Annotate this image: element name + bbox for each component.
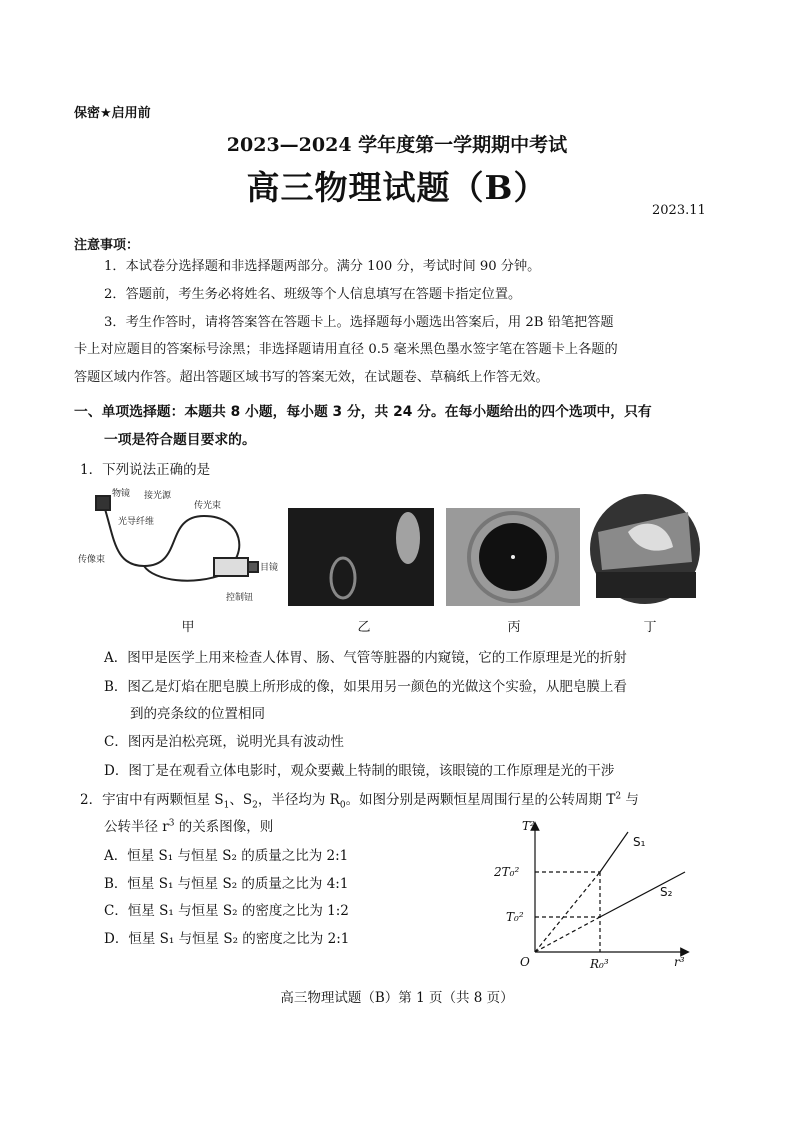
section-heading-line-1: 一、单项选择题：本题共 8 小题，每小题 3 分，共 24 分。在每小题给出的四个选项中，只有 bbox=[74, 404, 652, 420]
s2-label: S₂ bbox=[660, 885, 673, 899]
question-1-option-c: C．图丙是泊松亮斑，说明光具有波动性 bbox=[104, 734, 344, 750]
notice-item-2: 2．答题前，考生务必将姓名、班级等个人信息填写在答题卡指定位置。 bbox=[104, 287, 522, 302]
label-light-beam: 传光束 bbox=[194, 501, 222, 511]
question-1-stem: 1．下列说法正确的是 bbox=[80, 462, 211, 478]
label-light-source: 接光源 bbox=[144, 491, 172, 501]
confidential-mark: 保密★启用前 bbox=[74, 106, 151, 121]
section-heading-line-2: 一项是符合题目要求的。 bbox=[104, 432, 256, 448]
question-1-option-b-line-2: 到的亮条纹的位置相同 bbox=[130, 706, 265, 722]
y-axis-label: T² bbox=[522, 819, 535, 833]
figure-label-bing: 丙 bbox=[507, 620, 521, 635]
exam-date: 2023.11 bbox=[652, 203, 706, 218]
t2-r3-graph bbox=[490, 812, 702, 972]
tick-t0: T₀² bbox=[506, 910, 524, 924]
label-objective: 物镜 bbox=[112, 489, 131, 499]
question-2-stem-line-2: 公转半径 $r^3$ 的关系图像，则 bbox=[104, 818, 274, 835]
question-1-option-a: A．图甲是医学上用来检查人体胃、肠、气管等脏器的内窥镜，它的工作原理是光的折射 bbox=[104, 650, 627, 666]
notice-heading: 注意事项： bbox=[74, 238, 140, 253]
section-heading bbox=[74, 398, 724, 454]
figure-label-jia: 甲 bbox=[181, 620, 195, 635]
s2-extension bbox=[535, 917, 600, 952]
question-2-option-c: C．恒星 S₁ 与恒星 S₂ 的密度之比为 1:2 bbox=[104, 903, 349, 919]
page-title: 高三物理试题（B） bbox=[246, 168, 548, 207]
notice-item-3-line-2: 卡上对应题目的答案标号涂黑；非选择题请用直径 0.5 毫米黑色墨水签字笔在答题卡上各题的 bbox=[74, 342, 618, 357]
question-2-option-d: D．恒星 S₁ 与恒星 S₂ 的密度之比为 2:1 bbox=[104, 931, 350, 947]
question-2-option-a: A．恒星 S₁ 与恒星 S₂ 的质量之比为 2:1 bbox=[104, 848, 349, 864]
question-1-option-b-line-1: B．图乙是灯焰在肥皂膜上所形成的像，如果用另一颜色的光做这个实验，从肥皂膜上看 bbox=[104, 679, 627, 695]
notice-item-1: 1．本试卷分选择题和非选择题两部分。满分 100 分，考试时间 90 分钟。 bbox=[104, 259, 541, 274]
notice-item-3-line-1: 3．考生作答时，请将答案答在答题卡上。选择题每小题选出答案后，用 2B 铅笔把答题 bbox=[104, 315, 614, 330]
3d-movie-photo bbox=[588, 492, 702, 606]
label-image-beam: 传像束 bbox=[78, 555, 106, 565]
page-footer: 高三物理试题（B）第 1 页（共 8 页） bbox=[280, 990, 514, 1006]
notice-item-3-line-3: 答题区域内作答。超出答题区域书写的答案无效，在试题卷、草稿纸上作答无效。 bbox=[74, 370, 549, 385]
endoscope-figure bbox=[74, 486, 279, 606]
s1-extension bbox=[535, 872, 600, 952]
question-2-option-b: B．恒星 S₁ 与恒星 S₂ 的质量之比为 4:1 bbox=[104, 876, 349, 892]
s1-label: S₁ bbox=[633, 835, 646, 849]
label-eyepiece: 目镜 bbox=[260, 563, 279, 573]
question-1-option-d: D．图丁是在观看立体电影时，观众要戴上特制的眼镜，该眼镜的工作原理是光的干涉 bbox=[104, 763, 615, 779]
x-axis-label: r³ bbox=[674, 955, 685, 969]
figure-label-yi: 乙 bbox=[357, 620, 371, 635]
s1-line bbox=[600, 832, 628, 872]
figure-label-ding: 丁 bbox=[643, 620, 657, 635]
origin-label: O bbox=[520, 955, 530, 969]
label-fiber: 光导纤维 bbox=[118, 517, 155, 527]
exam-name: 2023—2024 学年度第一学期期中考试 bbox=[226, 134, 568, 156]
objective-lens-shape bbox=[96, 496, 110, 510]
label-knob: 控制钮 bbox=[226, 593, 254, 603]
soap-film-photo bbox=[288, 508, 434, 606]
question-2-stem-line-1: 2．宇宙中有两颗恒星 $S_1$、$S_2$，半径均为 $R_0$。如图分别是两颗恒星周围行星的公转周期 $T^2$ 与 bbox=[80, 791, 639, 811]
tick-r0: R₀³ bbox=[590, 957, 609, 971]
poisson-spot-photo bbox=[446, 508, 580, 606]
tick-2t0: 2T₀² bbox=[494, 865, 520, 879]
